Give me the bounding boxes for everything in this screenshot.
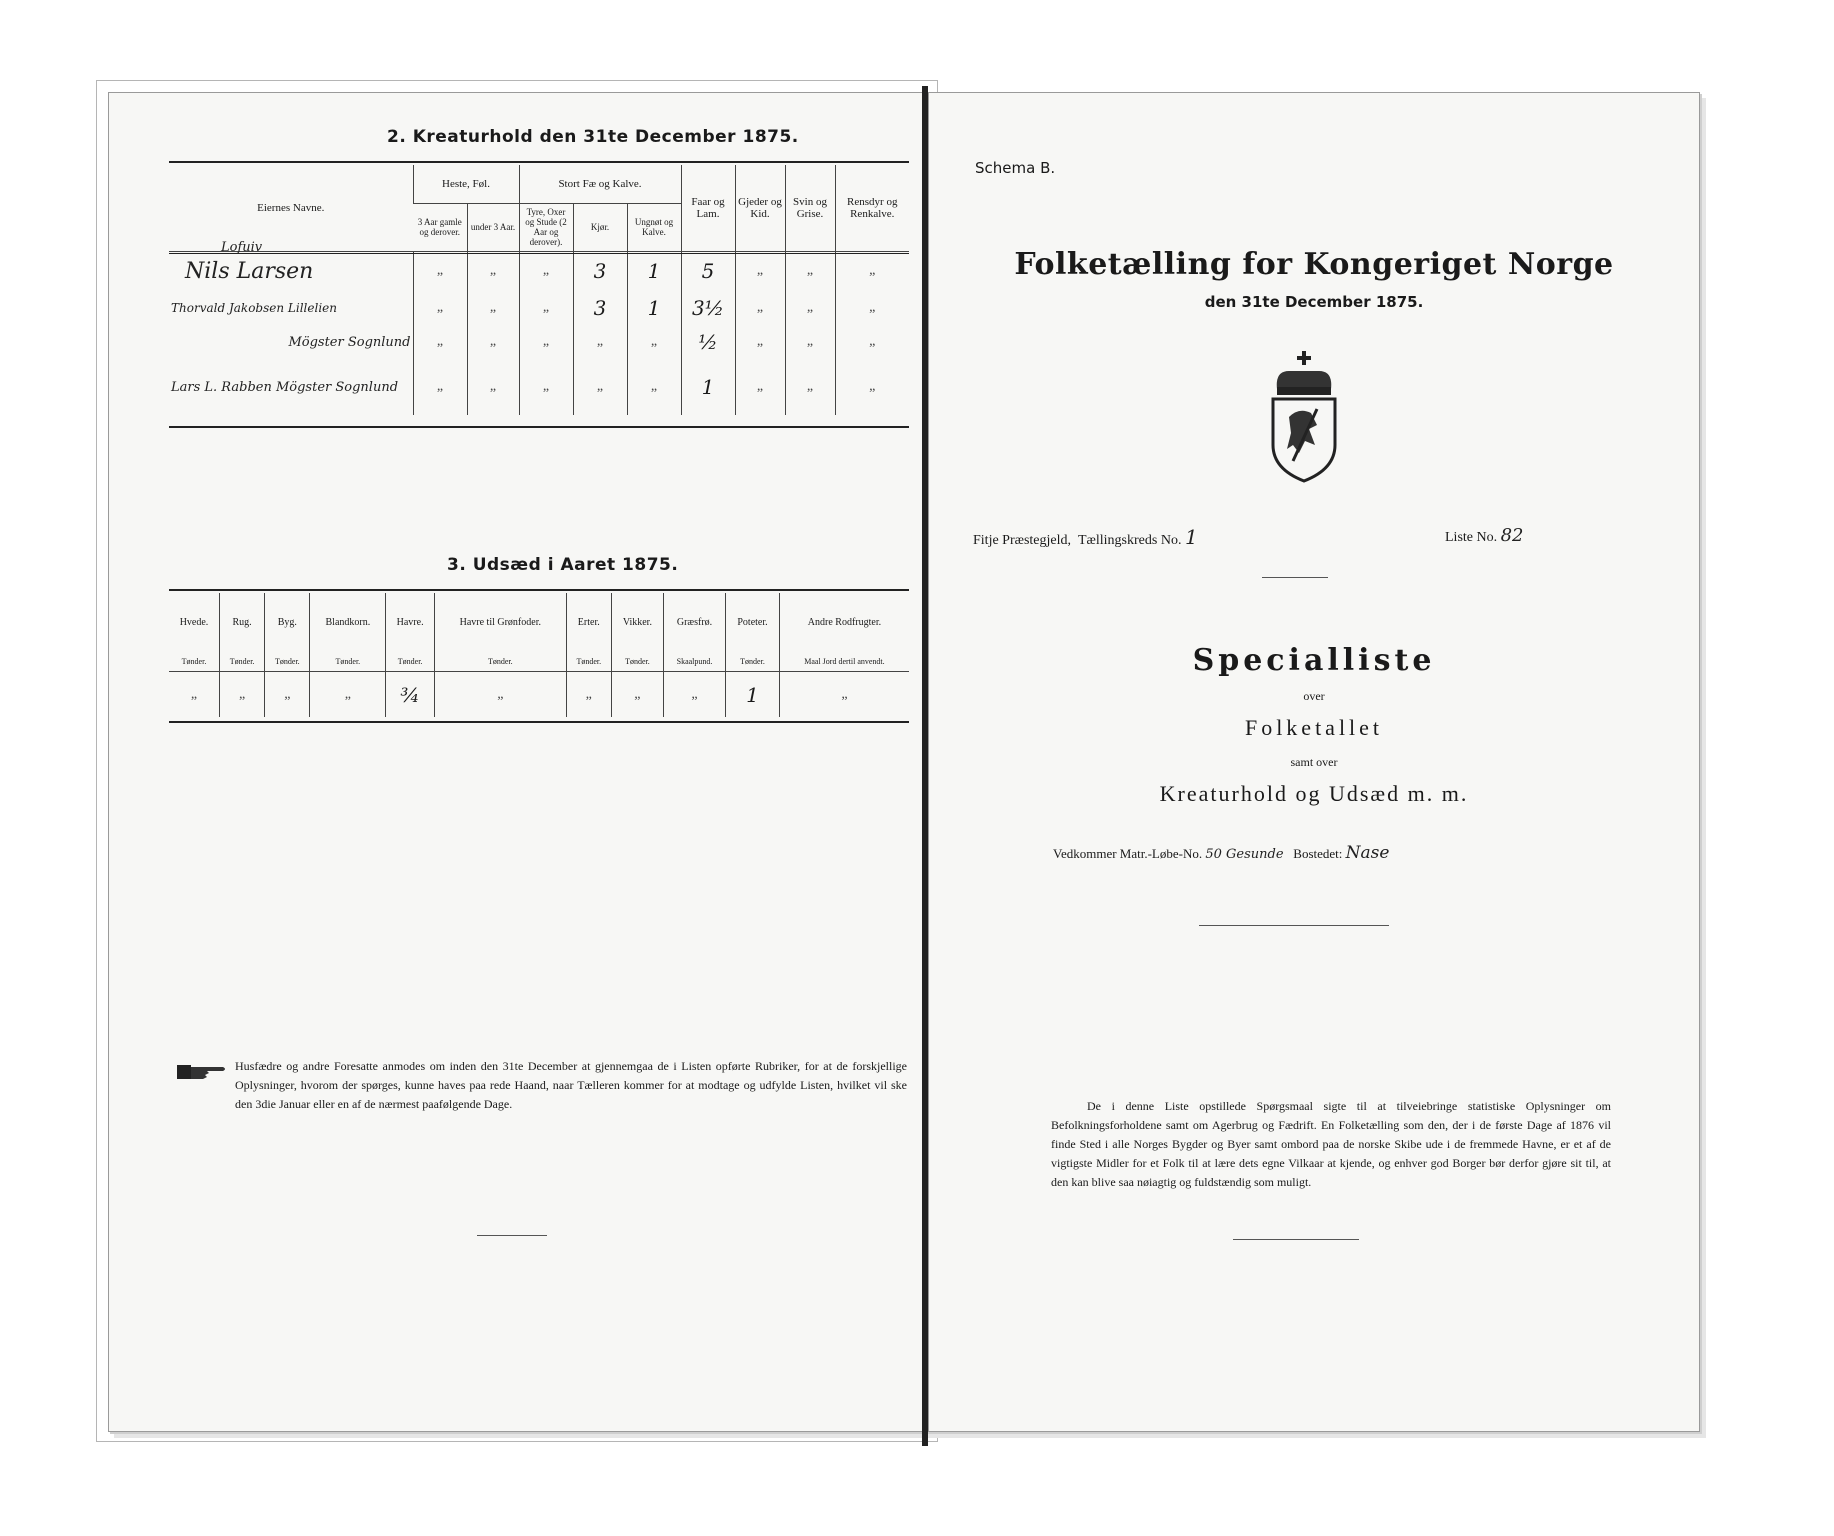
cell: „ bbox=[413, 359, 467, 415]
cell: „ bbox=[467, 251, 519, 291]
cell: „ bbox=[413, 251, 467, 291]
cell: „ bbox=[573, 359, 627, 415]
unit-label: Skaalpund. bbox=[663, 653, 725, 672]
cell: „ bbox=[785, 291, 835, 325]
cell: 3 bbox=[573, 251, 627, 291]
cell: ¾ bbox=[386, 672, 435, 717]
parish-label: Fitje Præstegjeld, bbox=[973, 533, 1071, 548]
col-header: Blandkorn. bbox=[310, 593, 386, 653]
pointing-hand-icon bbox=[175, 1061, 229, 1083]
cell: „ bbox=[785, 251, 835, 291]
livestock-seed-text: Kreaturhold og Udsæd m. m. bbox=[1159, 781, 1469, 806]
unit-label: Tønder. bbox=[611, 653, 663, 672]
unit-label: Tønder. bbox=[726, 653, 780, 672]
cell: „ bbox=[573, 325, 627, 359]
folketallet-text: Folketallet bbox=[1244, 715, 1384, 740]
cell: „ bbox=[735, 325, 785, 359]
cell: „ bbox=[835, 359, 909, 415]
cell: 5 bbox=[681, 251, 735, 291]
calves-header: Ungnøt og Kalve. bbox=[627, 203, 681, 251]
district-label: Tællingskreds No. bbox=[1078, 533, 1182, 548]
cell: 1 bbox=[681, 359, 735, 415]
owner-name-prefix: Lofuiv bbox=[221, 239, 263, 255]
owner-name: Nils Larsen bbox=[185, 258, 314, 284]
table-row bbox=[169, 325, 909, 359]
notice-text: De i denne Liste opstillede Spørgsmaal sigte til at tilveiebringe statistiske Oplysninger om Befolkningsforholdene samt om Agerbrug og Fædrift. En Folketælling som den, der i de første Dage af 1876 vil finde Sted i alle Norges Bygder og Byer samt ombord paa de norske Skibe ude i de fremmede Havne, er et af de vigtigste Midler for et Folk til at lære dets egne Vilkaar at kjende, og enhver god Borger bør derfor gjøre sit til, at den kan blive saa nøiagtig og fuldstændig som muligt. bbox=[1051, 1099, 1611, 1189]
cell: „ bbox=[310, 672, 386, 717]
cell: „ bbox=[785, 359, 835, 415]
cell: 1 bbox=[627, 291, 681, 325]
table-row bbox=[169, 291, 909, 325]
cell: ½ bbox=[681, 325, 735, 359]
cell: „ bbox=[467, 325, 519, 359]
left-page bbox=[108, 92, 930, 1432]
unit-label: Tønder. bbox=[566, 653, 611, 672]
table-top-rule bbox=[169, 589, 909, 591]
cows-header: Kjør. bbox=[573, 203, 627, 251]
horse-young-header: under 3 Aar. bbox=[467, 203, 519, 251]
col-header: Erter. bbox=[566, 593, 611, 653]
document-title: Folketælling for Kongeriget Norge bbox=[1014, 247, 1614, 282]
divider bbox=[1233, 1239, 1359, 1240]
divider bbox=[1199, 925, 1389, 926]
header-rule bbox=[169, 253, 909, 254]
list-value: 82 bbox=[1500, 525, 1524, 546]
cell: „ bbox=[265, 672, 310, 717]
unit-label: Maal Jord dertil anvendt. bbox=[779, 653, 909, 672]
table-top-rule bbox=[169, 161, 909, 163]
owner-name: Mögster Sognlund bbox=[288, 334, 411, 350]
cell: „ bbox=[785, 325, 835, 359]
livestock-table bbox=[169, 165, 909, 415]
cell: „ bbox=[434, 672, 566, 717]
col-header: Byg. bbox=[265, 593, 310, 653]
cattle-group-header: Stort Fæ og Kalve. bbox=[519, 165, 681, 203]
cell: „ bbox=[519, 325, 573, 359]
unit-label: Tønder. bbox=[386, 653, 435, 672]
divider bbox=[1262, 577, 1328, 578]
reindeer-header: Rensdyr og Renkalve. bbox=[835, 165, 909, 251]
unit-label: Tønder. bbox=[434, 653, 566, 672]
list-label: Liste No. bbox=[1445, 530, 1498, 545]
pigs-header: Svin og Grise. bbox=[785, 165, 835, 251]
table-bottom-rule bbox=[169, 426, 909, 428]
goats-header: Gjeder og Kid. bbox=[735, 165, 785, 251]
col-header: Vikker. bbox=[611, 593, 663, 653]
col-header: Græsfrø. bbox=[663, 593, 725, 653]
cell: „ bbox=[190, 686, 198, 702]
cell: „ bbox=[413, 325, 467, 359]
cell: „ bbox=[219, 672, 264, 717]
property-line bbox=[1053, 843, 1389, 863]
cell: „ bbox=[735, 251, 785, 291]
unit-label: Tønder. bbox=[181, 657, 207, 667]
owner-name: Lars L. Rabben Mögster Sognlund bbox=[171, 379, 399, 395]
section-3-title: 3. Udsæd i Aaret 1875. bbox=[447, 555, 679, 575]
divider bbox=[477, 1235, 547, 1236]
cell: „ bbox=[735, 359, 785, 415]
matr-label: Vedkommer Matr.-Løbe-No. bbox=[1053, 846, 1203, 861]
owner-header: Eiernes Navne. bbox=[257, 201, 325, 214]
footnote-text: Husfædre og andre Foresatte anmodes om inden den 31te December at gjennemgaa de i Listen opførte Rubriker, for at de forskjellige Oplysninger, hvorom der spørges, kunne haves paa rede Haand, naar Tælleren kommer for at modtage og udfylde Listen, hvilket vil ske den 3die Januar eller en af de nærmest paafølgende Dage. bbox=[235, 1059, 907, 1111]
cell: „ bbox=[779, 672, 909, 717]
document-date: den 31te December 1875. bbox=[1204, 293, 1424, 311]
horse-group-header: Heste, Føl. bbox=[413, 165, 519, 203]
col-header: Havre. bbox=[386, 593, 435, 653]
cell: „ bbox=[627, 359, 681, 415]
bosted-value: Nase bbox=[1345, 843, 1390, 863]
cell: „ bbox=[835, 291, 909, 325]
samt-over-text: samt over bbox=[1290, 755, 1338, 769]
cell: „ bbox=[663, 672, 725, 717]
district-value: 1 bbox=[1184, 525, 1198, 549]
cell: 1 bbox=[627, 251, 681, 291]
cell: „ bbox=[519, 291, 573, 325]
cell: „ bbox=[835, 325, 909, 359]
section-2-title: 2. Kreaturhold den 31te December 1875. bbox=[387, 127, 799, 147]
col-header: Hvede. bbox=[179, 617, 209, 629]
bulls-header: Tyre, Oxer og Stude (2 Aar og derover). bbox=[519, 203, 573, 251]
seed-table bbox=[169, 593, 909, 717]
col-header: Havre til Grønfoder. bbox=[434, 593, 566, 653]
cell: 1 bbox=[726, 672, 780, 717]
owner-name: Thorvald Jakobsen Lillelien bbox=[171, 301, 337, 315]
coat-of-arms-icon bbox=[1259, 349, 1349, 485]
matr-value: 50 Gesunde bbox=[1205, 847, 1284, 862]
location-line bbox=[973, 525, 1198, 549]
unit-label: Tønder. bbox=[265, 653, 310, 672]
list-number bbox=[1445, 525, 1524, 546]
cell: „ bbox=[519, 359, 573, 415]
schema-label: Schema B. bbox=[975, 159, 1056, 177]
cell: „ bbox=[627, 325, 681, 359]
col-header: Rug. bbox=[219, 593, 264, 653]
table-row bbox=[169, 359, 909, 415]
cell: „ bbox=[735, 291, 785, 325]
heading: Specialliste bbox=[1192, 643, 1436, 678]
cell: „ bbox=[413, 291, 467, 325]
cell: 3 bbox=[573, 291, 627, 325]
cell: „ bbox=[467, 359, 519, 415]
horse-old-header: 3 Aar gamle og derover. bbox=[417, 217, 462, 237]
cell: 3½ bbox=[681, 291, 735, 325]
right-page bbox=[928, 92, 1700, 1432]
sheep-header: Faar og Lam. bbox=[681, 165, 735, 251]
cell: „ bbox=[835, 251, 909, 291]
cell: „ bbox=[566, 672, 611, 717]
table-row bbox=[169, 672, 909, 717]
table-row bbox=[169, 251, 909, 291]
col-header: Andre Rodfrugter. bbox=[779, 593, 909, 653]
bosted-label: Bostedet: bbox=[1293, 846, 1343, 861]
unit-label: Tønder. bbox=[310, 653, 386, 672]
table-bottom-rule bbox=[169, 721, 909, 723]
over-text: over bbox=[1303, 689, 1325, 703]
col-header: Poteter. bbox=[726, 593, 780, 653]
cell: „ bbox=[519, 251, 573, 291]
cell: „ bbox=[467, 291, 519, 325]
cell: „ bbox=[611, 672, 663, 717]
unit-label: Tønder. bbox=[219, 653, 264, 672]
